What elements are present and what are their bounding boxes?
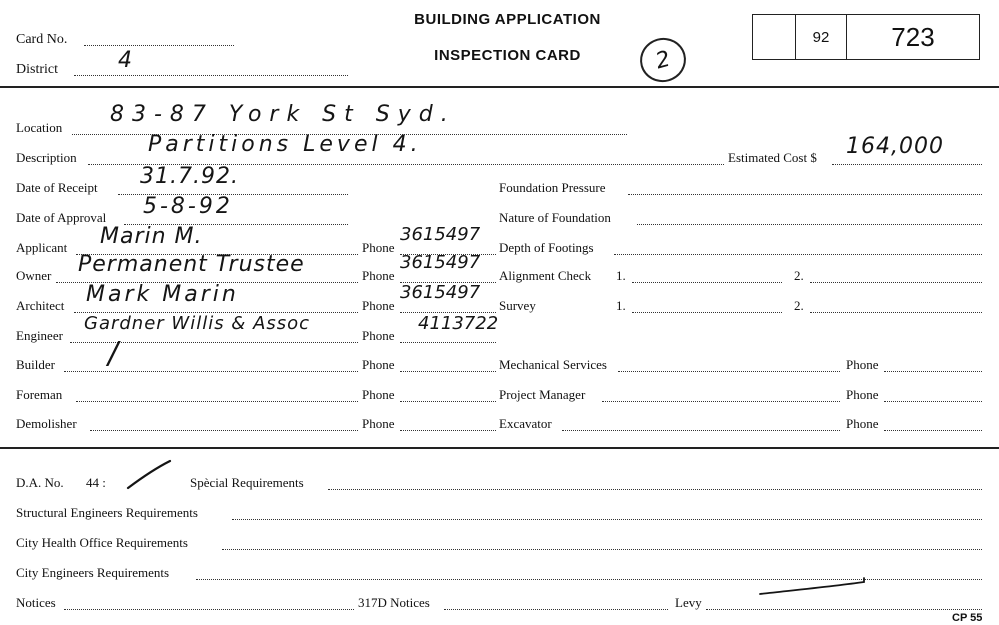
- structural-requirements-label: Structural Engineers Requirements: [16, 505, 198, 520]
- applicant-phone-label: Phone: [362, 240, 395, 255]
- approval-value: 5-8-92: [143, 194, 233, 219]
- notices-317d-label: 317D Notices: [358, 595, 430, 610]
- survey-label: Survey: [499, 298, 536, 313]
- engineer-phone-label: Phone: [362, 328, 395, 343]
- foreman-field[interactable]: [76, 401, 358, 402]
- survey-2-field[interactable]: [810, 312, 982, 313]
- notices-field[interactable]: [64, 609, 354, 610]
- architect-value: Mark Marin: [86, 282, 239, 307]
- header-divider: [0, 86, 999, 88]
- card-number-value: 723: [891, 21, 935, 52]
- mechanical-phone-label: Phone: [846, 357, 879, 372]
- excavator-phone-field[interactable]: [884, 430, 982, 431]
- special-requirements-label: Spècial Requirements: [190, 475, 304, 490]
- estimated-cost-value: 164,000: [846, 134, 944, 159]
- survey-2-label: 2.: [794, 298, 804, 313]
- architect-phone-value: 3615497: [400, 282, 481, 303]
- nature-foundation-field[interactable]: [637, 224, 982, 225]
- builder-label: Builder: [16, 357, 55, 372]
- alignment-check-label: Alignment Check: [499, 268, 592, 283]
- owner-value: Permanent Trustee: [78, 252, 305, 277]
- foundation-pressure-field[interactable]: [628, 194, 982, 195]
- applicant-phone-value: 3615497: [400, 224, 481, 245]
- da-value: 44 :: [86, 475, 106, 490]
- alignment-2-label: 2.: [794, 268, 804, 283]
- foreman-phone-field[interactable]: [400, 401, 496, 402]
- alignment-1-label: 1.: [616, 268, 626, 283]
- engineer-phone-field[interactable]: [400, 342, 496, 343]
- health-requirements-label: City Health Office Requirements: [16, 535, 188, 550]
- project-manager-phone-label: Phone: [846, 387, 879, 402]
- depth-footings-field[interactable]: [614, 254, 982, 255]
- engineer-label: Engineer: [16, 328, 63, 343]
- description-value: Partitions Level 4.: [148, 132, 422, 157]
- engineer-value: Gardner Willis & Assoc: [84, 313, 311, 334]
- foreman-label: Foreman: [16, 387, 63, 402]
- city-engineers-requirements-label: City Engineers Requirements: [16, 565, 170, 580]
- applicant-label: Applicant: [16, 240, 68, 255]
- form-title-line1: BUILDING APPLICATION: [414, 11, 601, 28]
- alignment-1-field[interactable]: [632, 282, 782, 283]
- card-no-label: Card No.: [16, 32, 68, 47]
- estimated-cost-label: Estimated Cost $: [728, 150, 817, 165]
- mechanical-field[interactable]: [618, 371, 840, 372]
- project-manager-phone-field[interactable]: [884, 401, 982, 402]
- district-value: 4: [118, 48, 133, 73]
- survey-1-label: 1.: [616, 298, 626, 313]
- builder-phone-label: Phone: [362, 357, 395, 372]
- levy-pen-stroke-icon: [756, 576, 872, 598]
- demolisher-phone-field[interactable]: [400, 430, 496, 431]
- notices-label: Notices: [16, 595, 56, 610]
- card-number-year: 92: [796, 15, 847, 59]
- excavator-field[interactable]: [562, 430, 840, 431]
- form-title-line2: INSPECTION CARD: [434, 47, 581, 64]
- mechanical-label: Mechanical Services: [499, 357, 607, 372]
- alignment-2-field[interactable]: [810, 282, 982, 283]
- card-number-box: [752, 14, 980, 60]
- description-label: Description: [16, 150, 77, 165]
- architect-label: Architect: [16, 298, 65, 313]
- circled-number: [635, 33, 691, 87]
- receipt-label: Date of Receipt: [16, 180, 98, 195]
- estimated-cost-field[interactable]: [832, 164, 982, 165]
- district-label: District: [16, 62, 58, 77]
- mechanical-phone-field[interactable]: [884, 371, 982, 372]
- builder-value: /: [108, 336, 120, 371]
- survey-1-field[interactable]: [632, 312, 782, 313]
- nature-foundation-label: Nature of Foundation: [499, 210, 611, 225]
- approval-label: Date of Approval: [16, 210, 107, 225]
- da-checkmark-icon: [122, 458, 174, 492]
- project-manager-field[interactable]: [602, 401, 840, 402]
- owner-phone-label: Phone: [362, 268, 395, 283]
- excavator-label: Excavator: [499, 416, 552, 431]
- location-value: 83-87 York St Syd.: [110, 102, 456, 127]
- requirements-divider: [0, 447, 999, 449]
- form-code: CP 55: [952, 612, 983, 624]
- receipt-value: 31.7.92.: [140, 164, 239, 189]
- notices-317d-field[interactable]: [444, 609, 668, 610]
- levy-field[interactable]: [706, 609, 982, 610]
- architect-phone-label: Phone: [362, 298, 395, 313]
- foreman-phone-label: Phone: [362, 387, 395, 402]
- builder-field[interactable]: [64, 371, 358, 372]
- card-number-blank-cell: [753, 15, 796, 59]
- foundation-pressure-label: Foundation Pressure: [499, 180, 606, 195]
- levy-label: Levy: [675, 595, 702, 610]
- demolisher-field[interactable]: [90, 430, 358, 431]
- engineer-phone-value: 4113722: [418, 313, 499, 334]
- project-manager-label: Project Manager: [499, 387, 586, 402]
- owner-phone-value: 3615497: [400, 252, 481, 273]
- depth-footings-label: Depth of Footings: [499, 240, 594, 255]
- circled-number-value: 2: [653, 46, 673, 74]
- health-requirements-field[interactable]: [222, 549, 982, 550]
- district-field[interactable]: [74, 75, 348, 76]
- demolisher-label: Demolisher: [16, 416, 77, 431]
- owner-label: Owner: [16, 268, 52, 283]
- builder-phone-field[interactable]: [400, 371, 496, 372]
- card-no-field[interactable]: [84, 45, 234, 46]
- excavator-phone-label: Phone: [846, 416, 879, 431]
- demolisher-phone-label: Phone: [362, 416, 395, 431]
- applicant-value: Marin M.: [100, 224, 203, 249]
- da-label: D.A. No.: [16, 475, 64, 490]
- structural-requirements-field[interactable]: [232, 519, 982, 520]
- location-label: Location: [16, 120, 63, 135]
- special-requirements-field[interactable]: [328, 489, 982, 490]
